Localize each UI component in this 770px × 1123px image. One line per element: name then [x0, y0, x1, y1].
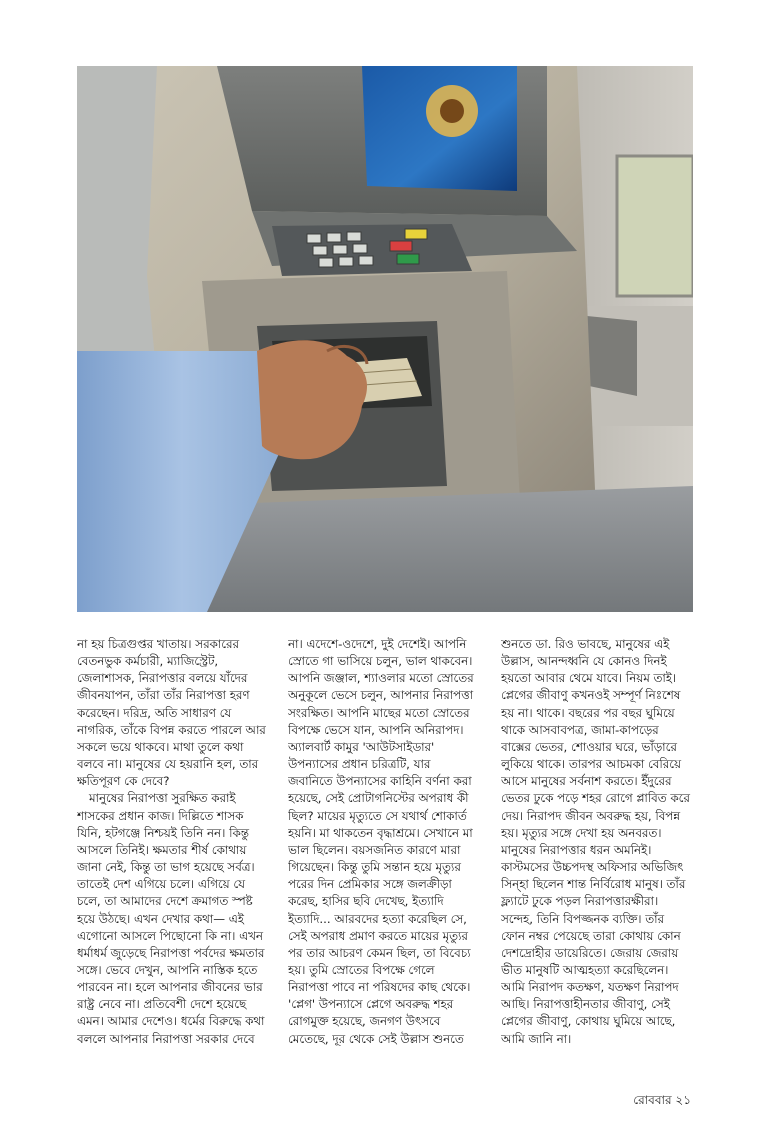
article-column-2	[288, 636, 478, 1056]
article-column-1	[77, 636, 267, 1056]
article-body	[77, 636, 691, 1056]
atm-illustration	[77, 66, 693, 612]
paragraph: না হয় চিত্রগুপ্তর খাতায়। সরকারের বেতনভুক কর্মচারী, ম্যাজিস্ট্রেট, জেলাশাসক, নিরাপত্তার বলয়ে যাঁদের জীবনযাপন, তাঁরা তাঁর নিরাপত্তা হরণ করেছেন। দরিদ্র, অতি সাধারণ যে নাগরিক, তাঁকে বিপন্ন করতে পারলে আর সকলে ভয়ে থাকবে। মাথা তুলে কথা বলবে না। মানুষের যে হয়রানি হল, তার ক্ষতিপূরণ কে দেবে?	[77, 637, 266, 789]
page-footer: রোববার ২১	[633, 1093, 691, 1107]
paragraph: মানুষের নিরাপত্তা সুরক্ষিত করাই শাসকের প্রধান কাজ। দিল্লিতে শাসক যিনি, হটগঞ্জে নিশ্চয়ই তিনি নন। কিন্তু আসলে তিনিই। ক্ষমতার শীর্ষ কোথায় জানা নেই, কিন্তু তা ভাগ হয়েছে সর্বত্র। তাতেই দেশ এগিয়ে চলে। এগিয়ে যে চলে, তা আমাদের দেশে ক্রমাগত স্পষ্ট হয়ে উঠছে। এখন দেখার কথা— এই এগোনো আসলে পিছোনো কি না। এখন ধর্মাধর্ম জুড়েছে নিরাপত্তা পর্বদের ক্ষমতার সঙ্গে। ভেবে দেখুন, আপনি নাস্তিক হতে পারবেন না। হলে আপনার জীবনের ভার রাষ্ট্র নেবে না। প্রতিবেশী দেশে হয়েছে এমন। আমার দেশেও। ধর্মের বিরুদ্ধে কথা বললে আপনার নিরাপত্তা সরকার দেবে	[77, 791, 265, 1046]
paragraph: না। এদেশে-ওদেশে, দুই দেশেই। আপনি স্রোতে গা ভাসিয়ে চলুন, ভাল থাকবেন। আপনি জঞ্জাল, শ্যাওলার মতো স্রোতের অনুকূলে ভেসে চলুন, আপনার নিরাপত্তা সংরক্ষিত। আপনি মাছের মতো স্রোতের বিপক্ষে ভেসে যান, আপনি অনিরাপদ। অ্যালবার্ট কামুর 'আউটসাইডার' উপন্যাসের প্রধান চরিত্রটি, যার জবানিতে উপন্যাসের কাহিনি বর্ণনা করা হয়েছে, সেই প্রোটাগনিস্টের অপরাধ কী ছিল? মায়ের মৃত্যুতে সে যথার্থ শোকার্ত হয়নি। মা থাকতেন বৃদ্ধাশ্রমে। সেখানে মা ভাল ছিলেন। বয়সজনিত কারণে মারা গিয়েছেন। কিন্তু তুমি সন্তান হয়ে মৃত্যুর পরের দিন প্রেমিকার সঙ্গে জলক্রীড়া করেছ, হাসির ছবি দেখেছ, ইত্যাদি ইত্যাদি... আরবদের হত্যা করেছিল সে, সেই অপরাধ প্রমাণ করতে মায়ের মৃত্যুর পর তার আচরণ কেমন ছিল, তা বিবেচ্য হয়। তুমি স্রোতের বিপক্ষে গেলে নিরাপত্তা পাবে না পরিষদের কাছ থেকে। 'প্লেগ' উপন্যাসে প্লেগে অবরুদ্ধ শহর রোগমুক্ত হয়েছে, জনগণ উৎসবে মেতেছে, দূর থেকে সেই উল্লাস শুনতে	[288, 637, 474, 1046]
atm-photo	[77, 66, 693, 612]
article-column-3	[501, 636, 691, 1056]
paragraph: শুনতে ডা. রিও ভাবছে, মানুষের এই উল্লাস, আনন্দধ্বনি যে কোনও দিনই হয়তো আবার থেমে যাবে। নিয়ম তাই। প্লেগের জীবাণু কখনওই সম্পূর্ণ নিঃশেষ হয় না। থাকে। বছরের পর বছর ঘুমিয়ে থাকে আসবাবপত্র, জামা-কাপড়ের বাক্সের ভেতর, শোওয়ার ঘরে, ভাঁড়ারে লুকিয়ে থাকে। তারপর আচমকা বেরিয়ে আসে মানুষের সর্বনাশ করতে। ইঁদুরের ভেতর ঢুকে পড়ে শহর রোগে প্লাবিত করে দেয়। নিরাপদ জীবন অবরুদ্ধ হয়, বিপন্ন হয়। মৃত্যুর সঙ্গে দেখা হয় অনবরত। মানুষের নিরাপত্তার ধরন অমনিই। কাস্টমসের উচ্চপদস্থ অফিসার অভিজিৎ সিন্‌হা ছিলেন শান্ত নির্বিরোধ মানুষ। তাঁর ফ্ল্যাটে ঢুকে পড়ল নিরাপত্তারক্ষীরা। সন্দেহ, তিনি বিপজ্জনক ব্যক্তি। তাঁর ফোন নম্বর পেয়েছে তারা কোথায় কোন দেশদ্রোহীর ডায়েরিতে। জেরায় জেরায় ভীত মানুষটি আত্মহত্যা করেছিলেন। আমি নিরাপদ কতক্ষণ, যতক্ষণ নিরাপদ আছি। নিরাপত্তাহীনতার জীবাণু, সেই প্লেগের জীবাণু, কোথায় ঘুমিয়ে আছে, আমি জানি না।	[501, 637, 690, 1046]
